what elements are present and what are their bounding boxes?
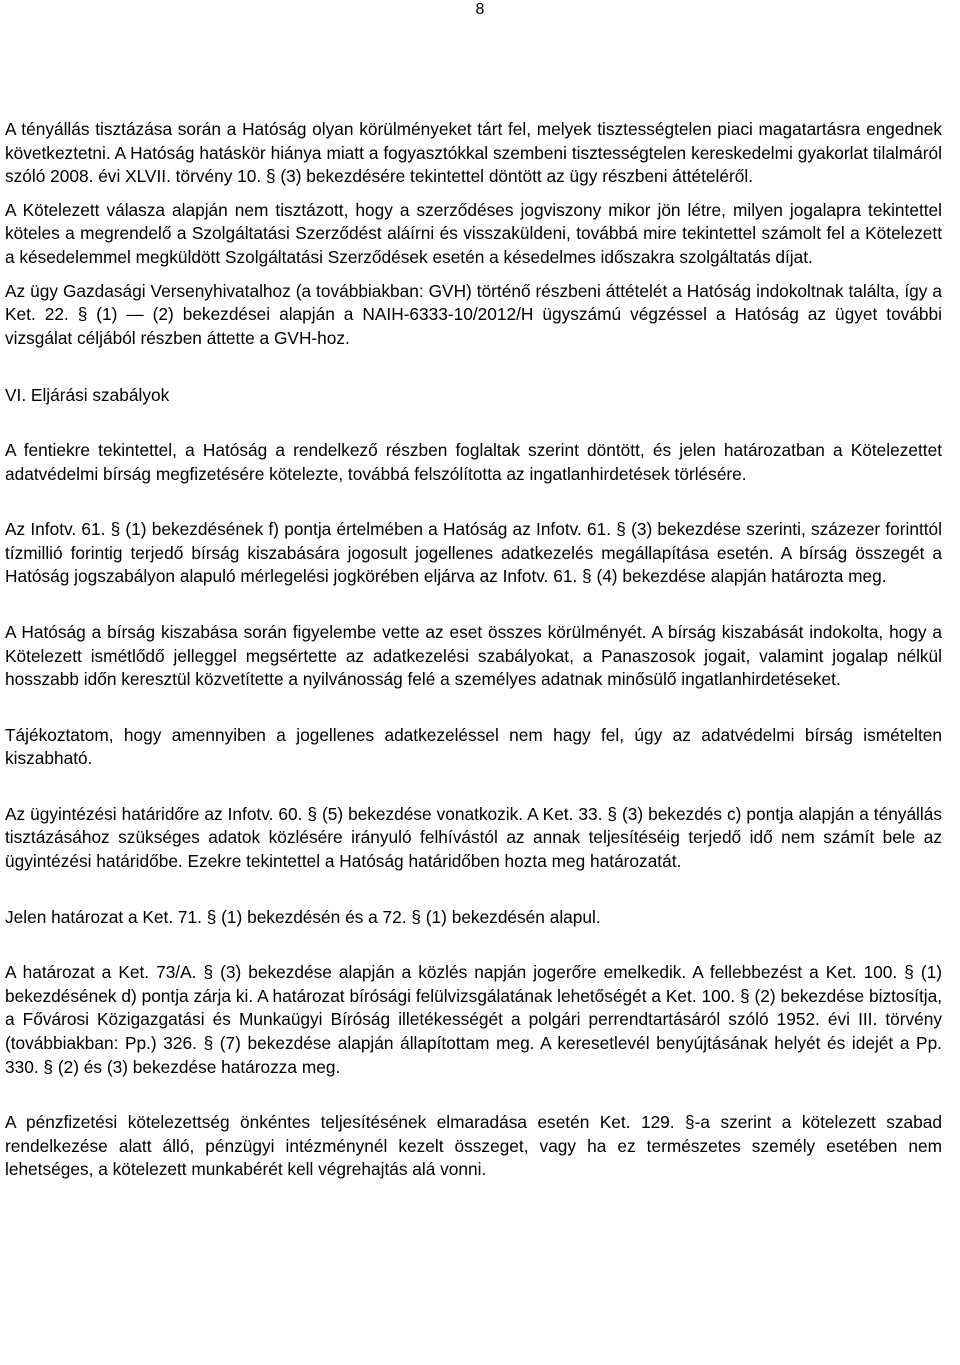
paragraph-facts: A tényállás tisztázása során a Hatóság olyan körülményeket tárt fel, melyek tisztességtelen piaci magatartásra engednek következtetni. A Hatóság hatáskör hiánya miatt a fogyasztókkal szembeni tisztességtelen kereskedelmi gyakorlat tilalmáról szóló 2008. évi XLVII. törvény 10. § (3) bekezdésére tekintettel döntött az ügy részbeni áttételéről. [5,119,942,187]
paragraph-transfer: Az ügy Gazdasági Versenyhivatalhoz (a továbbiakban: GVH) történő részbeni áttételét a Hatóság indokoltnak találta, így a Ket. 22. § (1) — (2) bekezdései alapján a NAIH-6333-10/2012/H ügyszámú végzéssel a Hatóság az ügyet további vizsgálat céljából részben áttette a GVH-hoz. [5,280,942,348]
document-body [5,118,942,1182]
paragraph-legal-basis: Jelen határozat a Ket. 71. § (1) bekezdésén és a 72. § (1) bekezdésén alapul. [5,906,601,927]
paragraph-enforcement: A pénzfizetési kötelezettség önkéntes teljesítésének elmaradása esetén Ket. 129. §-a szerint a kötelezett szabad rendelkezése alatt álló, pénzügyi intézménynél kezelt összeget, vagy ha ez természetes személy esetében nem lehetséges, a kötelezett munkabérét kell végrehajtás alá vonni. [5,1112,942,1180]
section-heading: VI. Eljárási szabályok [5,385,170,406]
paragraph-decision: A fentiekre tekintettel, a Hatóság a rendelkező részben foglaltak szerint döntött, és jelen határozatban a Kötelezettet adatvédelmi bírság megfizetésére kötelezte, továbbá felszólította az ingatlanhirdetések törlésére. [5,439,942,484]
paragraph-notice: Tájékoztatom, hogy amennyiben a jogellenes adatkezeléssel nem hagy fel, úgy az adatvédelmi bírság ismételten kiszabható. [5,724,942,769]
paragraph-appeal: A határozat a Ket. 73/A. § (3) bekezdése alapján a közlés napján jogerőre emelkedik. A fellebbezést a Ket. 100. § (1) bekezdésének d) pontja zárja ki. A határozat bírósági felülvizsgálatának lehetőségét a Ket. 100. § (2) bekezdése biztosítja, a Fővárosi Közigazgatási és Munkaügyi Bíróság illetékességét a polgári perrendtartásáról szóló 1952. évi III. törvény (továbbiakban: Pp.) 326. § (7) bekezdése alapján állapítottam meg. A keresetlevél benyújtásának helyét és idejét a Pp. 330. § (2) és (3) bekezdése határozza meg. [5,962,942,1077]
page-number: 8 [475,1,485,18]
paragraph-deadline: Az ügyintézési határidőre az Infotv. 60. § (5) bekezdése vonatkozik. A Ket. 33. § (3) bekezdés c) pontja alapján a tényállás tisztázásához szükséges adatok közlésére irányuló felhívástól az annak teljesítéséig terjedő idő nem számít bele az ügyintézési határidőbe. Ezekre tekintettel a Hatóság határidőben hozta meg határozatát. [5,803,942,872]
paragraph-fine-basis: Az Infotv. 61. § (1) bekezdésének f) pontja értelmében a Hatóság az Infotv. 61. § (3) bekezdése szerinti, százezer forinttól tízmillió forintig terjedő bírság kiszabására jogosult jogellenes adatkezelés megállapítása esetén. A bírság összegét a Hatóság jogszabályon alapuló mérlegelési jogkörében eljárva az Infotv. 61. § (4) bekezdése alapján határozta meg. [5,519,942,587]
paragraph-fine-circumstances: A Hatóság a bírság kiszabása során figyelembe vette az eset összes körülményét. A bírság kiszabását indokolta, hogy a Kötelezett ismétlődő jelleggel megsértette az adatkezelési szabályokat, a Panaszosok jogait, valamint jogalap nélkül hosszabb időn keresztül közvetítette a nyilvánosság felé a személyes adatnak minősülő ingatlanhirdetéseket. [5,621,942,690]
paragraph-response: A Kötelezett válasza alapján nem tisztázott, hogy a szerződéses jogviszony mikor jön létre, milyen jogalapra tekintettel köteles a megrendelő a Szolgáltatási Szerződést aláírni és visszaküldeni, továbbá mire tekintettel számolt fel a Kötelezett a késedelemmel megküldött Szolgáltatási Szerződések esetén a késedelmes időszakra szolgáltatás díjat. [5,199,942,267]
